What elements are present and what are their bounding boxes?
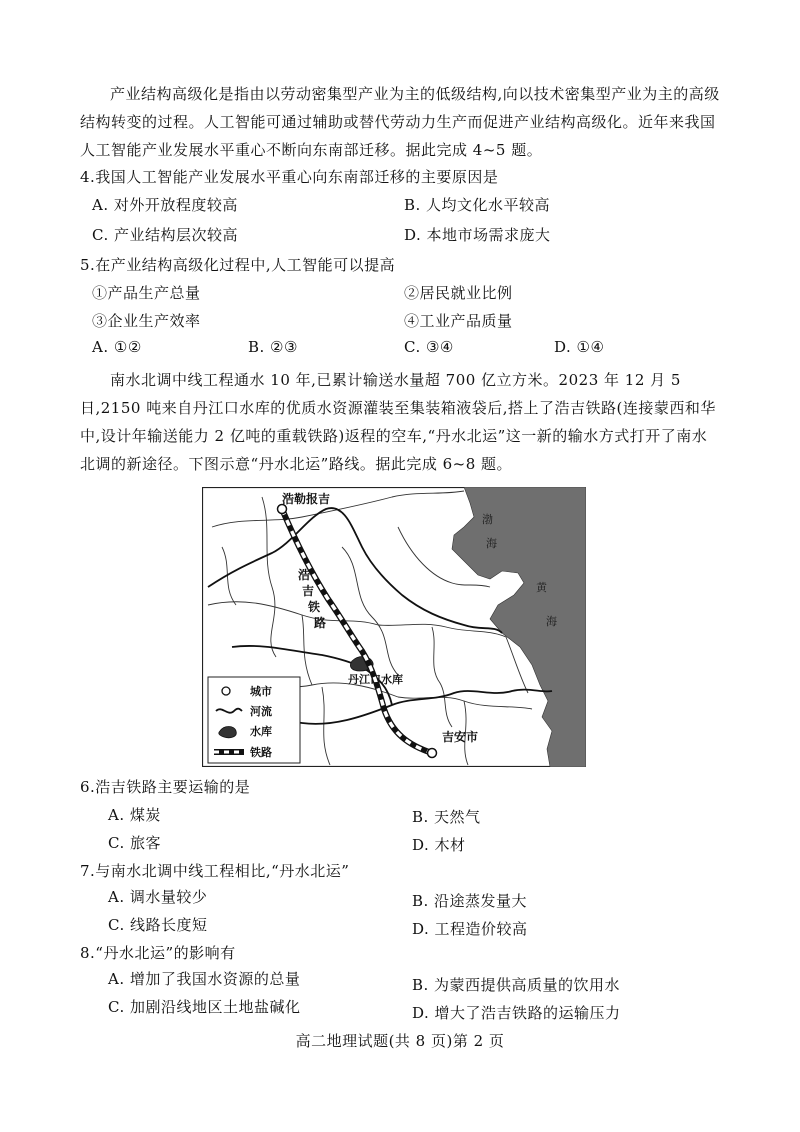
railway-label-char-4: 路 xyxy=(314,616,327,630)
question-5-option-d: D. ①④ xyxy=(554,338,605,356)
question-4-stem: 4.我国人工智能产业发展水平重心向东南部迁移的主要原因是 xyxy=(80,168,499,186)
question-8-stem: 8.“丹水北运”的影响有 xyxy=(80,944,236,962)
question-4-option-c: C. 产业结构层次较高 xyxy=(92,226,238,244)
question-5-option-c: C. ③④ xyxy=(404,338,454,356)
sea-label-bohai-1: 渤 xyxy=(482,513,493,526)
question-6-option-b: B. 天然气 xyxy=(412,808,481,826)
intro-paragraph-water-transfer: 南水北调中线工程通水 10 年,已累计输送水量超 700 亿立方米。2023 年 12 月 5 日,2150 吨来自丹江口水库的优质水资源灌装至集装箱液袋后,搭上了浩吉铁路(连接蒙西和华中,设计年输送能力 2 亿吨的重载铁路)返程的空车,“丹水北运”这一新的输水方式打开了南水北调的新途径。下图示意“丹水北运”路线。据此完成 6~8 题。 xyxy=(80,371,716,473)
city-marker-jian xyxy=(428,749,437,758)
question-7-option-b: B. 沿途蒸发量大 xyxy=(412,892,528,910)
question-7-option-a: A. 调水量较少 xyxy=(108,888,208,906)
question-6-option-d: D. 木材 xyxy=(412,836,466,854)
question-4-option-a: A. 对外开放程度较高 xyxy=(92,196,238,214)
question-8-option-a: A. 增加了我国水资源的总量 xyxy=(108,970,301,988)
question-8-option-d: D. 增大了浩吉铁路的运输压力 xyxy=(412,1004,621,1022)
intro-paragraph-ai: 产业结构高级化是指由以劳动密集型产业为主的低级结构,向以技术密集型产业为主的高级结构转变的过程。人工智能可通过辅助或替代劳动力生产而促进产业结构高级化。近年来我国人工智能产业发展水平重心不断向东南部迁移。据此完成 4~5 题。 xyxy=(80,85,720,159)
legend-city-symbol xyxy=(222,687,230,695)
question-5-statement-1: ①产品生产总量 xyxy=(92,284,201,302)
legend-reservoir-label: 水库 xyxy=(250,725,272,738)
question-7-stem: 7.与南水北调中线工程相比,“丹水北运” xyxy=(80,862,350,880)
question-6-stem: 6.浩吉铁路主要运输的是 xyxy=(80,778,251,796)
question-5-option-a: A. ①② xyxy=(92,338,142,356)
question-8-option-c: C. 加剧沿线地区土地盐碱化 xyxy=(108,998,301,1016)
question-8-option-b: B. 为蒙西提供高质量的饮用水 xyxy=(412,976,621,994)
question-7-option-c: C. 线路长度短 xyxy=(108,916,208,934)
question-7-option-d: D. 工程造价较高 xyxy=(412,920,528,938)
question-4-option-b: B. 人均文化水平较高 xyxy=(404,196,551,214)
reservoir-label: 丹江口水库 xyxy=(348,673,403,686)
question-5-option-b: B. ②③ xyxy=(248,338,298,356)
legend-river-label: 河流 xyxy=(250,705,272,718)
city-label-haolebaoji: 浩勒报吉 xyxy=(282,492,331,506)
question-5-statement-4: ④工业产品质量 xyxy=(404,312,513,330)
question-4-option-d: D. 本地市场需求庞大 xyxy=(404,226,551,244)
railway-label-char-2: 吉 xyxy=(302,584,315,598)
question-6-option-c: C. 旅客 xyxy=(108,834,161,852)
railway-label-char-3: 铁 xyxy=(308,600,321,614)
sea-label-huanghai-2: 海 xyxy=(546,615,557,628)
legend-city-label: 城市 xyxy=(250,685,272,698)
page-footer: 高二地理试题(共 8 页)第 2 页 xyxy=(295,1032,505,1050)
route-map xyxy=(202,487,586,767)
sea-label-huanghai-1: 黄 xyxy=(536,581,547,594)
map-legend xyxy=(208,677,300,763)
question-5-stem: 5.在产业结构高级化过程中,人工智能可以提高 xyxy=(80,256,396,274)
sea-label-bohai-2: 海 xyxy=(486,537,497,550)
legend-railway-label: 铁路 xyxy=(250,746,272,759)
railway-label-char-1: 浩 xyxy=(298,568,311,582)
question-6-option-a: A. 煤炭 xyxy=(108,806,161,824)
question-5-statement-3: ③企业生产效率 xyxy=(92,312,201,330)
city-label-jian: 吉安市 xyxy=(442,730,479,744)
question-5-statement-2: ②居民就业比例 xyxy=(404,284,513,302)
